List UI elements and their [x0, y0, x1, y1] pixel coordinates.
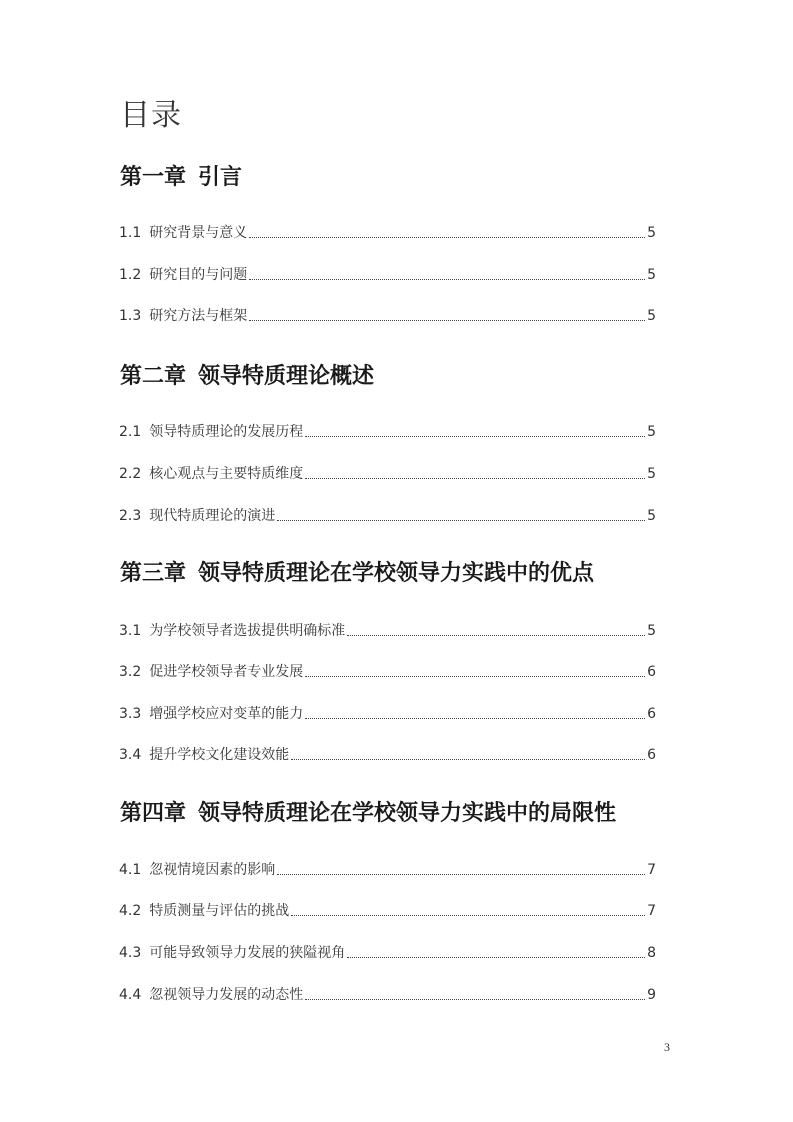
entry-number: 2.3 — [119, 508, 142, 524]
toc-entry-3-3[interactable] — [119, 702, 656, 724]
toc-entry-4-4[interactable] — [119, 983, 656, 1005]
dot-leader — [305, 718, 645, 719]
toc-entry-4-3[interactable] — [119, 941, 656, 963]
entry-page: 5 — [647, 308, 656, 324]
entry-number: 4.3 — [119, 945, 142, 961]
chapter-2-heading[interactable] — [120, 362, 374, 392]
chapter-title: 领导特质理论概述 — [198, 364, 375, 389]
toc-entry-3-2[interactable] — [119, 660, 656, 682]
entry-number: 3.3 — [119, 706, 142, 722]
entry-number: 1.3 — [119, 308, 142, 324]
entry-page: 5 — [647, 623, 656, 639]
chapter-number: 第三章 — [120, 561, 187, 586]
entry-page: 6 — [647, 664, 656, 680]
toc-entry-2-3[interactable] — [119, 504, 656, 526]
entry-label: 领导特质理论的发展历程 — [149, 424, 304, 440]
entry-number: 4.4 — [119, 987, 142, 1003]
chapter-title: 领导特质理论在学校领导力实践中的优点 — [198, 561, 595, 586]
toc-title: 目录 — [120, 98, 182, 133]
entry-label: 核心观点与主要特质维度 — [149, 466, 304, 482]
dot-leader — [249, 279, 645, 280]
dot-leader — [305, 478, 645, 479]
entry-label: 为学校领导者选拔提供明确标准 — [149, 623, 346, 639]
dot-leader — [249, 320, 645, 321]
toc-entry-4-1[interactable] — [119, 858, 656, 880]
toc-entry-2-2[interactable] — [119, 462, 656, 484]
entry-page: 6 — [647, 706, 656, 722]
dot-leader — [347, 957, 645, 958]
entry-number: 1.2 — [119, 267, 142, 283]
entry-label: 特质测量与评估的挑战 — [149, 903, 290, 919]
chapter-number: 第二章 — [120, 364, 187, 389]
toc-entry-3-1[interactable] — [119, 619, 656, 641]
entry-number: 4.1 — [119, 862, 142, 878]
entry-label: 可能导致领导力发展的狭隘视角 — [149, 945, 346, 961]
chapter-1-heading[interactable] — [120, 163, 242, 193]
toc-entry-1-2[interactable] — [119, 263, 656, 285]
toc-entry-1-1[interactable] — [119, 221, 656, 243]
toc-entry-2-1[interactable] — [119, 420, 656, 442]
entry-number: 2.1 — [119, 424, 142, 440]
entry-page: 7 — [647, 903, 656, 919]
dot-leader — [305, 999, 645, 1000]
entry-page: 5 — [647, 466, 656, 482]
entry-page: 5 — [647, 267, 656, 283]
dot-leader — [291, 759, 645, 760]
dot-leader — [347, 635, 645, 636]
entry-label: 提升学校文化建设效能 — [149, 747, 290, 763]
entry-number: 3.4 — [119, 747, 142, 763]
entry-number: 4.2 — [119, 903, 142, 919]
entry-label: 增强学校应对变革的能力 — [149, 706, 304, 722]
entry-number: 3.1 — [119, 623, 142, 639]
entry-label: 现代特质理论的演进 — [149, 508, 276, 524]
entry-page: 7 — [647, 862, 656, 878]
chapter-number: 第四章 — [120, 801, 187, 826]
entry-number: 1.1 — [119, 225, 142, 241]
chapter-4-heading[interactable] — [120, 799, 616, 829]
chapter-number: 第一章 — [120, 165, 187, 190]
toc-entry-4-2[interactable] — [119, 899, 656, 921]
entry-page: 5 — [647, 508, 656, 524]
chapter-3-heading[interactable] — [120, 559, 594, 589]
chapter-title: 引言 — [198, 165, 243, 190]
toc-entry-3-4[interactable] — [119, 743, 656, 765]
entry-label: 促进学校领导者专业发展 — [149, 664, 304, 680]
entry-page: 5 — [647, 424, 656, 440]
dot-leader — [277, 520, 645, 521]
dot-leader — [305, 676, 645, 677]
entry-label: 忽视情境因素的影响 — [149, 862, 276, 878]
dot-leader — [277, 874, 645, 875]
toc-entry-1-3[interactable] — [119, 304, 656, 326]
entry-page: 8 — [647, 945, 656, 961]
dot-leader — [249, 237, 645, 238]
entry-number: 3.2 — [119, 664, 142, 680]
entry-label: 忽视领导力发展的动态性 — [149, 987, 304, 1003]
chapter-title: 领导特质理论在学校领导力实践中的局限性 — [198, 801, 617, 826]
entry-label: 研究背景与意义 — [149, 225, 248, 241]
entry-label: 研究方法与框架 — [149, 308, 248, 324]
entry-page: 9 — [647, 987, 656, 1003]
entry-number: 2.2 — [119, 466, 142, 482]
entry-page: 5 — [647, 225, 656, 241]
dot-leader — [305, 436, 645, 437]
page-number: 3 — [664, 1040, 670, 1054]
entry-page: 6 — [647, 747, 656, 763]
entry-label: 研究目的与问题 — [149, 267, 248, 283]
dot-leader — [291, 915, 645, 916]
